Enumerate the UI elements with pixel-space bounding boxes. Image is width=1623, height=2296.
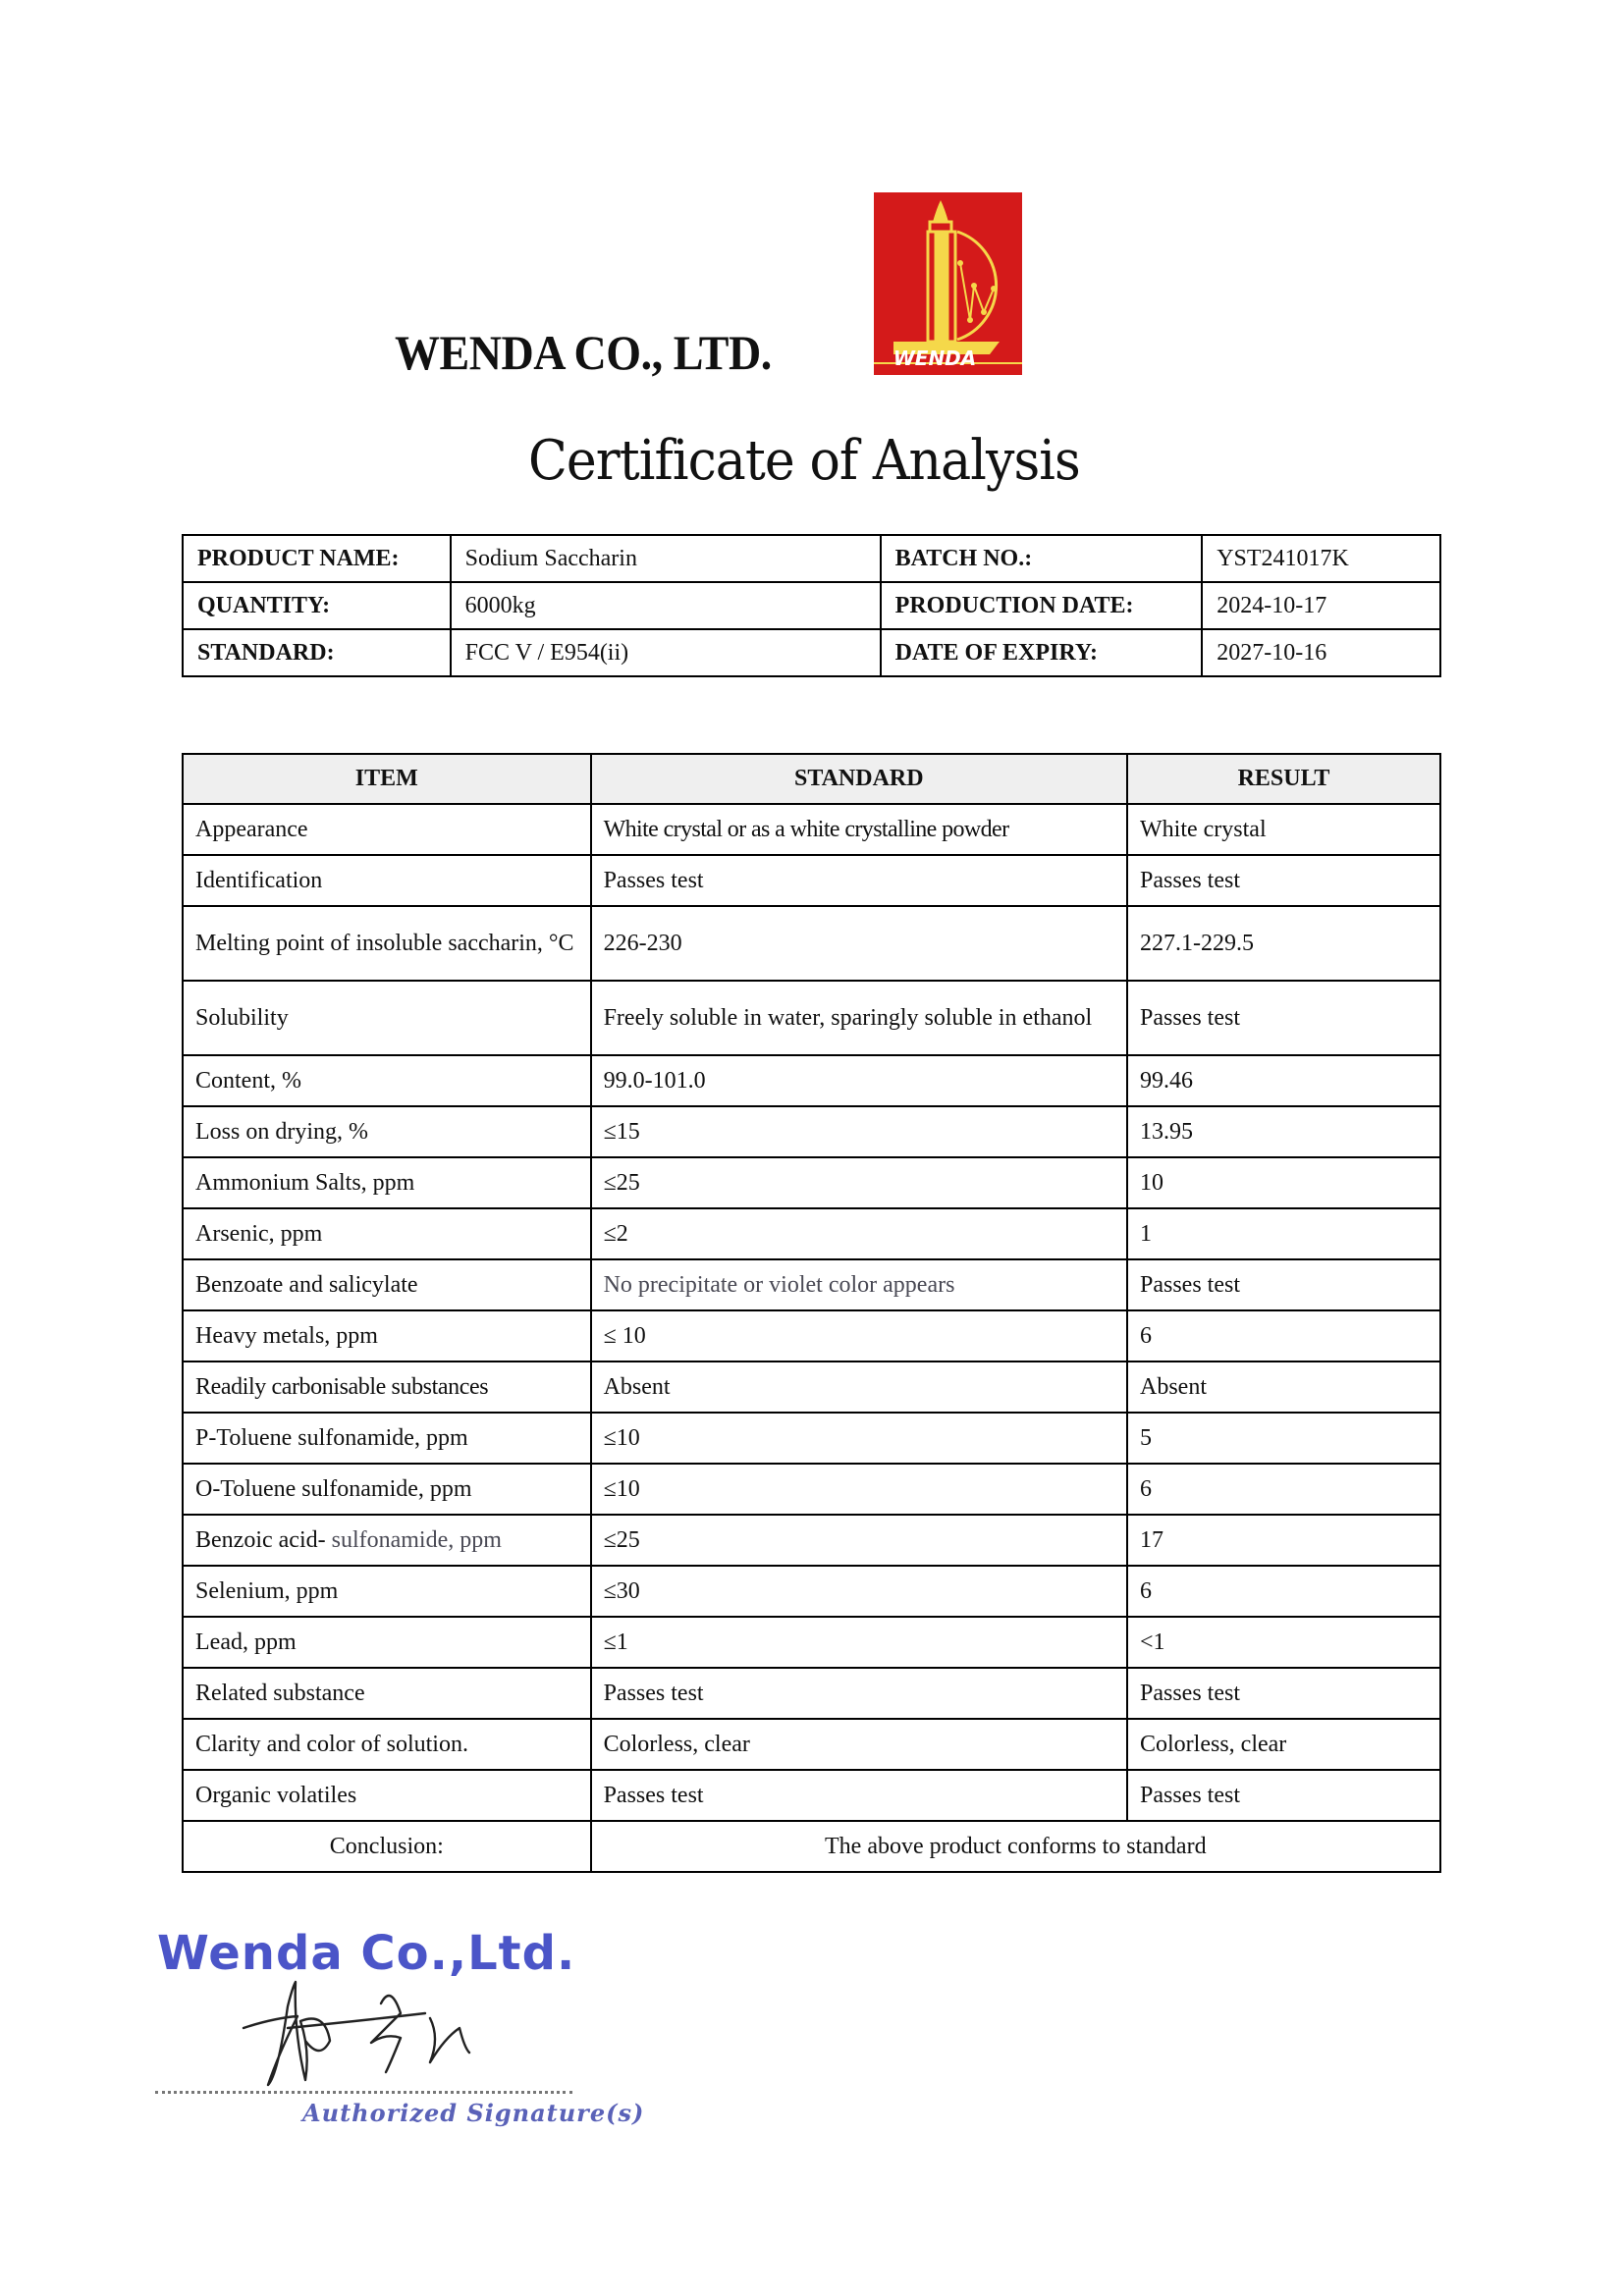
conclusion-label: Conclusion: <box>183 1821 591 1872</box>
item-prefix: Benzoic acid- <box>195 1527 326 1553</box>
result-cell: 10 <box>1127 1157 1440 1208</box>
result-cell: 1 <box>1127 1208 1440 1259</box>
standard-cell: ≤30 <box>591 1566 1127 1617</box>
production-date-value: 2024-10-17 <box>1202 582 1440 629</box>
result-cell: Passes test <box>1127 855 1440 906</box>
company-stamp <box>155 1926 645 2142</box>
logo-text: WENDA <box>893 347 977 370</box>
table-row <box>183 1106 1440 1157</box>
result-cell: Passes test <box>1127 981 1440 1055</box>
table-row <box>183 1055 1440 1106</box>
conclusion-text: The above product conforms to standard <box>591 1821 1440 1872</box>
table-row <box>183 804 1440 855</box>
info-row <box>183 535 1440 582</box>
result-cell: Passes test <box>1127 1668 1440 1719</box>
table-row <box>183 1362 1440 1413</box>
column-header-standard: STANDARD <box>591 754 1127 804</box>
result-cell: 6 <box>1127 1566 1440 1617</box>
standard-cell: Absent <box>591 1362 1127 1413</box>
item-cell <box>183 1515 591 1566</box>
item-cell: Heavy metals, ppm <box>183 1310 591 1362</box>
table-header-row <box>183 754 1440 804</box>
table-row <box>183 1310 1440 1362</box>
item-cell: Clarity and color of solution. <box>183 1719 591 1770</box>
info-row <box>183 629 1440 676</box>
company-logo <box>874 192 1022 375</box>
analysis-table <box>182 753 1441 1873</box>
result-cell: 6 <box>1127 1310 1440 1362</box>
standard-cell: ≤1 <box>591 1617 1127 1668</box>
standard-cell: Freely soluble in water, sparingly soluble in ethanol <box>591 981 1127 1055</box>
standard-cell: ≤2 <box>591 1208 1127 1259</box>
standard-cell: White crystal or as a white crystalline powder <box>591 804 1127 855</box>
stamp-company-name: Wenda Co.,Ltd. <box>157 1926 576 1981</box>
standard-cell: Passes test <box>591 1770 1127 1821</box>
standard-cell: Passes test <box>591 855 1127 906</box>
table-row <box>183 1515 1440 1566</box>
item-cell: Content, % <box>183 1055 591 1106</box>
item-cell: Organic volatiles <box>183 1770 591 1821</box>
item-cell: P-Toluene sulfonamide, ppm <box>183 1413 591 1464</box>
item-cell: O-Toluene sulfonamide, ppm <box>183 1464 591 1515</box>
product-name-value: Sodium Saccharin <box>451 535 881 582</box>
result-cell: 6 <box>1127 1464 1440 1515</box>
result-cell: 99.46 <box>1127 1055 1440 1106</box>
standard-cell: 99.0-101.0 <box>591 1055 1127 1106</box>
standard-cell: ≤25 <box>591 1515 1127 1566</box>
item-cell: Solubility <box>183 981 591 1055</box>
column-header-result: RESULT <box>1127 754 1440 804</box>
standard-label: STANDARD: <box>183 629 451 676</box>
batch-no-label: BATCH NO.: <box>881 535 1203 582</box>
table-row <box>183 855 1440 906</box>
item-cell: Ammonium Salts, ppm <box>183 1157 591 1208</box>
item-cell: Melting point of insoluble saccharin, °C <box>183 906 591 981</box>
product-name-label: PRODUCT NAME: <box>183 535 451 582</box>
standard-cell: Passes test <box>591 1668 1127 1719</box>
info-row <box>183 582 1440 629</box>
table-row <box>183 1617 1440 1668</box>
result-cell: Passes test <box>1127 1259 1440 1310</box>
table-row <box>183 1770 1440 1821</box>
production-date-label: PRODUCTION DATE: <box>881 582 1203 629</box>
logo-emblem-icon <box>874 192 1022 375</box>
handwritten-signature-icon <box>234 1969 509 2097</box>
standard-cell: ≤25 <box>591 1157 1127 1208</box>
item-cell: Lead, ppm <box>183 1617 591 1668</box>
conclusion-row <box>183 1821 1440 1872</box>
standard-cell: No precipitate or violet color appears <box>591 1259 1127 1310</box>
table-row <box>183 1157 1440 1208</box>
item-cell: Appearance <box>183 804 591 855</box>
company-name: WENDA CO., LTD. <box>395 325 772 380</box>
item-suffix: sulfonamide, ppm <box>325 1527 502 1553</box>
standard-cell: 226-230 <box>591 906 1127 981</box>
table-row <box>183 906 1440 981</box>
table-row <box>183 1668 1440 1719</box>
result-cell: White crystal <box>1127 804 1440 855</box>
column-header-item: ITEM <box>183 754 591 804</box>
signature-caption: Authorized Signature(s) <box>302 2099 645 2127</box>
result-cell: 227.1-229.5 <box>1127 906 1440 981</box>
table-row <box>183 1719 1440 1770</box>
batch-no-value: YST241017K <box>1202 535 1440 582</box>
table-row <box>183 1464 1440 1515</box>
standard-cell: ≤15 <box>591 1106 1127 1157</box>
product-info-table <box>182 534 1441 677</box>
table-row <box>183 1566 1440 1617</box>
signature-line <box>155 2091 572 2094</box>
standard-value: FCC V / E954(ii) <box>451 629 881 676</box>
item-cell: Related substance <box>183 1668 591 1719</box>
result-cell: Colorless, clear <box>1127 1719 1440 1770</box>
result-cell: <1 <box>1127 1617 1440 1668</box>
quantity-label: QUANTITY: <box>183 582 451 629</box>
standard-cell: ≤ 10 <box>591 1310 1127 1362</box>
document-title: Certificate of Analysis <box>528 429 1080 493</box>
expiry-label: DATE OF EXPIRY: <box>881 629 1203 676</box>
item-cell: Benzoate and salicylate <box>183 1259 591 1310</box>
item-cell: Loss on drying, % <box>183 1106 591 1157</box>
quantity-value: 6000kg <box>451 582 881 629</box>
table-row <box>183 981 1440 1055</box>
item-cell: Readily carbonisable substances <box>183 1362 591 1413</box>
item-cell: Arsenic, ppm <box>183 1208 591 1259</box>
standard-cell: ≤10 <box>591 1413 1127 1464</box>
item-cell: Selenium, ppm <box>183 1566 591 1617</box>
result-cell: 13.95 <box>1127 1106 1440 1157</box>
table-row <box>183 1413 1440 1464</box>
result-cell: Absent <box>1127 1362 1440 1413</box>
table-row <box>183 1259 1440 1310</box>
expiry-value: 2027-10-16 <box>1202 629 1440 676</box>
item-cell: Identification <box>183 855 591 906</box>
table-row <box>183 1208 1440 1259</box>
standard-cell: Colorless, clear <box>591 1719 1127 1770</box>
result-cell: Passes test <box>1127 1770 1440 1821</box>
standard-cell: ≤10 <box>591 1464 1127 1515</box>
result-cell: 5 <box>1127 1413 1440 1464</box>
result-cell: 17 <box>1127 1515 1440 1566</box>
